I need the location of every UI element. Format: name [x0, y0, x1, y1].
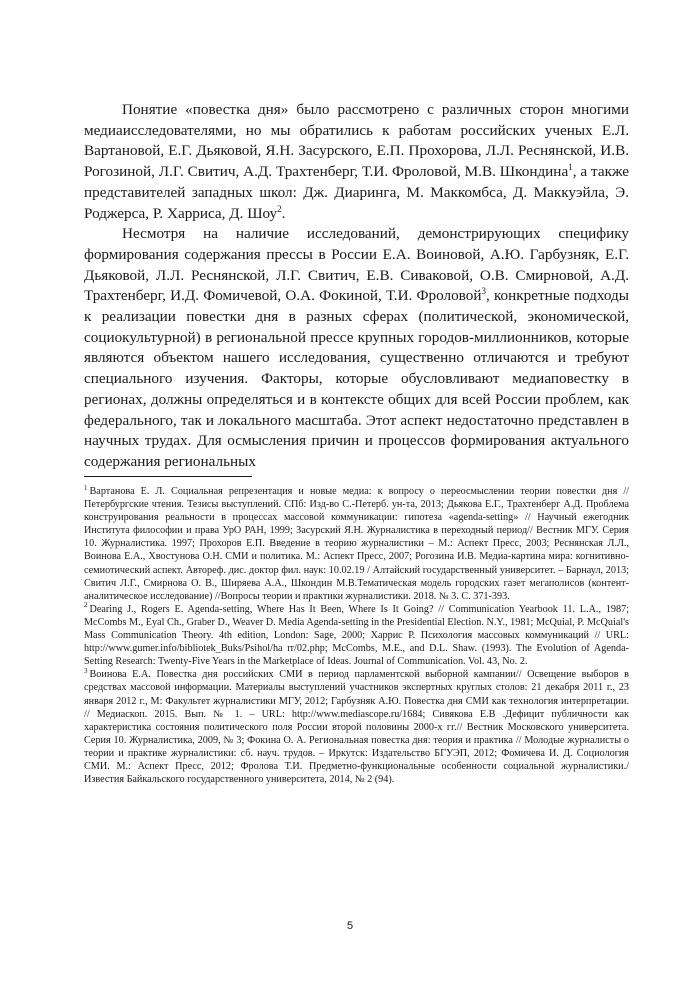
- footnote-3: [84, 668, 629, 786]
- paragraph-text: Понятие «повестка дня» было рассмотрено с различных сторон многими медиаисследователями, но мы обратились к работам российских ученых Е.Л. Вартановой, Е.Г. Дьяковой, Я.Н. Засурского, Е.П. Прохорова, Л.Л. Реснянской, И.В. Рогозиной, Л.Г. Свитич, А.Д. Трахтенберг, Т.И. Фроловой, М.В. Шкондина: [84, 101, 629, 181]
- footnote-divider: [84, 476, 252, 477]
- paragraph-text: Несмотря на наличие исследований, демонстрирующих специфику формирования содержания прессы в России Е.А. Воиновой, А.Ю. Гарбузняк, Е.Г. Дьяковой, Л.Л. Реснянской, Л.Г. Свитич, Е.В. Сиваковой, О.В. Смирновой, А.Д. Трахтенберг, И.Д. Фомичевой, О.А. Фокиной, Т.И. Фроловой: [84, 225, 629, 305]
- paragraph-2: [84, 224, 629, 472]
- footnote-ref-1: 1: [568, 162, 573, 173]
- footnote-text: Воинова Е.А. Повестка дня российских СМИ в период парламентской выборной кампании// Освещение выборов в средствах массовой информации. Материалы выступлений участников экспертных круглых столов: 21 декабря 2011 г., 23 января 2012 г., М: Факультет журналистики МГУ, 2012; Гарбузняк А.Ю. Повестка дня СМИ как технология интерпретации. // Медиаскоп. 2015. Вып. № 1. – URL: http://www.mediascope.ru/1684; Сивякова Е.В .Дефицит публичности как характеристика состояния политического поля России второй половины 2000-х гг.// Вестник Московского университета. Серия 10. Журналистика, 2009, № 3; Фокина О. А. Региональная повестка дня: теория и практика // Молодые журналисты о теории и практике журналистики: сб. науч. трудов. – Иркутск: Издательство БГУЭП, 2012; Фомичева И. Д. Социология СМИ. М.: Аспект Пресс, 2012; Фролова Т.И. Предметно-функциональные особенности социальной журналистики./ Известия Байкальского государственного университета, 2014, № 2 (94).: [84, 669, 629, 786]
- footnote-number: 2: [84, 601, 88, 610]
- paragraph-1: [84, 100, 629, 224]
- footnote-ref-3: 3: [481, 286, 486, 297]
- paragraph-text: , а также представителей западных школ: Дж. Диаринга, М. Маккомбса, Д. Маккуэйла, Э. Роджерса, Р. Харриса, Д. Шоу: [84, 163, 630, 222]
- paragraph-text: .: [281, 204, 286, 222]
- body-text: [84, 100, 629, 473]
- page-number: 5: [346, 920, 354, 932]
- footnote-text: Dearing J., Rogers E. Agenda-setting, Where Has It Been, Where Is It Going? // Communication Yearbook 11. L.A., 1987; McCombs M., Eyal Ch., Graber D., Weaver D. Media Agenda-setting in the Presidential Election. N.Y., 1981; McQuial, P. McQuial's Mass Communication Theory. 4th edition, London: Sage, 2000; Харрис Р. Психология массовых коммуникаций // URL: http://www.gumer.info/bibliotek_Buks/Psihol/ha rr/02.php; McCombs, M.E., and D.L. Shaw. (1993). The Evolution of Agenda-Setting Research: Twenty-Five Years in the Marketplace of Ideas. Journal of Communication. Vol. 43, No. 2.: [84, 603, 629, 668]
- footnote-1: [84, 485, 629, 603]
- paragraph-text: , конкретные подходы к реализации повестки дня в разных сферах (политической, экономической, социокультурной) в региональной прессе крупных городов-миллионников, которые являются объектом нашего исследования, существенно отличаются и требуют специального изучения. Факторы, которые обусловливают медиаповестку в регионах, должны определяться и в контексте общих для всей России проблем, как федерального, так и локального масштаба. Этот аспект недостаточно представлен в научных трудах. Для осмысления причин и процессов формирования актуального содержания региональных: [84, 287, 629, 470]
- footnote-text: Вартанова Е. Л. Социальная репрезентация и новые медиа: к вопросу о переосмыслении теории повестки дня // Петербургские чтения. Тезисы выступлений. СПб: Изд-во С.-Петерб. ун-та, 2013; Дьякова Е.Г., Трахтенберг А.Д. Проблема конструирования реальности в процессах массовой коммуникации: гипотеза «agenda-setting» // Научный ежегодник Института философии и права УрО РАН, 1999; Засурский Я.Н. Журналистика в переходный период// Вестник МГУ. Серия 10. Журналистика. 1997; Прохоров Е.П. Введение в теорию журналистики – М.: Аспект Пресс, 2003; Реснянская Л.Л., Воинова Е.А., Хвостунова О.Н. СМИ и политика. М.: Аспект Пресс, 2007; Рогозина И.В. Медиа-картина мира: когнитивно-семиотический аспект. Автореф. дис. доктор фил. наук: 10.02.19 / Алтайский государственный университет. – Барнаул, 2013; Свитич Л.Г., Смирнова О. В., Ширяева А.А., Шкондин М.В.Тематическая модель городских газет мегаполисов (контент-аналитическое исследование) //Вопросы теории и практики журналистики. 2018. № 3. С. 371-393.: [84, 486, 629, 602]
- footnote-ref-2: 2: [277, 203, 282, 214]
- footnote-number: 3: [84, 666, 88, 675]
- footnote-number: 1: [84, 483, 88, 492]
- footnote-2: [84, 603, 629, 668]
- footnotes: [84, 485, 629, 786]
